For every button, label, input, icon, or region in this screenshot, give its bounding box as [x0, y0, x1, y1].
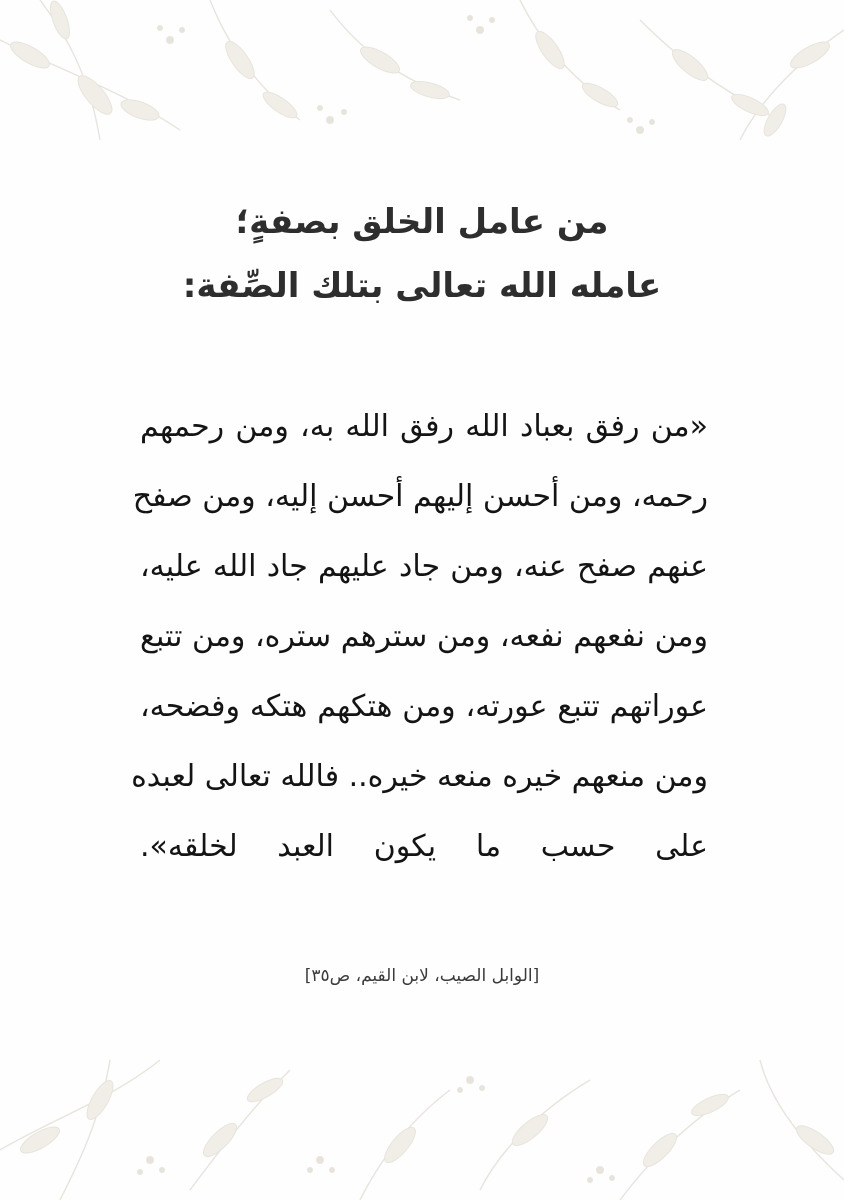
quote-line: «من رفق بعباد الله رفق الله به، ومن رحمهم	[140, 409, 708, 444]
quote-line: ومن منعهم خيره منعه خيره.. فالله تعالى لعبده	[131, 759, 708, 794]
floral-border-top-icon	[0, 0, 844, 150]
quote-block	[131, 392, 708, 882]
quote-line: ومن نفعهم نفعه، ومن سترهم ستره، ومن تتبع	[140, 619, 708, 654]
quote-line: على حسب ما يكون العبد لخلقه».	[140, 829, 708, 864]
title-line-2: عامله الله تعالى بتلك الصِّفة:	[182, 266, 662, 306]
floral-border-bottom-icon	[0, 1050, 844, 1200]
quote-line: عنهم صفح عنه، ومن جاد عليهم جاد الله عليه،	[140, 549, 708, 584]
page-title	[60, 190, 784, 318]
quote-line: رحمه، ومن أحسن إليهم أحسن إليه، ومن صفح	[132, 479, 708, 514]
title-line-1: من عامل الخلق بصفةٍ؛	[235, 202, 609, 242]
source-citation: [الوابل الصيب، لابن القيم، ص٣٥]	[304, 966, 540, 986]
quote-line: عوراتهم تتبع عورته، ومن هتكهم هتكه وفضحه،	[140, 689, 708, 724]
